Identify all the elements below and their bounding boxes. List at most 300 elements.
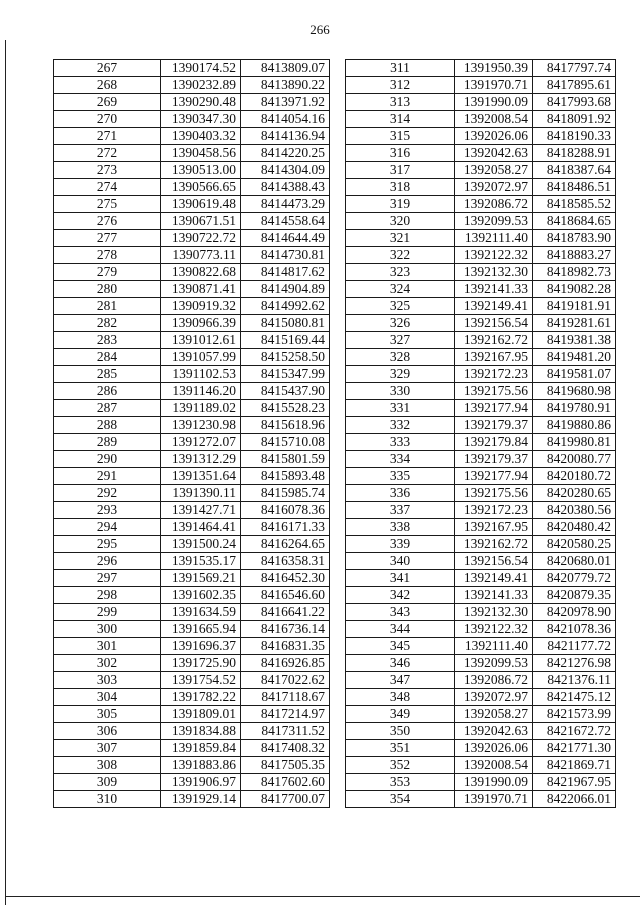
table-row xyxy=(54,298,330,315)
table-row xyxy=(346,451,616,468)
x-coordinate-cell: 1391230.98 xyxy=(161,417,241,434)
y-coordinate-cell: 8414730.81 xyxy=(241,247,330,264)
y-coordinate-cell: 8420580.25 xyxy=(533,536,616,553)
x-coordinate-cell: 1391102.53 xyxy=(161,366,241,383)
y-coordinate-cell: 8417797.74 xyxy=(533,60,616,77)
table-row xyxy=(54,740,330,757)
table-row xyxy=(54,128,330,145)
y-coordinate-cell: 8413890.22 xyxy=(241,77,330,94)
point-number-cell: 280 xyxy=(54,281,161,298)
x-coordinate-cell: 1392167.95 xyxy=(455,349,533,366)
point-number-cell: 282 xyxy=(54,315,161,332)
point-number-cell: 326 xyxy=(346,315,455,332)
x-coordinate-cell: 1391012.61 xyxy=(161,332,241,349)
x-coordinate-cell: 1392172.23 xyxy=(455,502,533,519)
x-coordinate-cell: 1391782.22 xyxy=(161,689,241,706)
page-number: 266 xyxy=(310,22,330,37)
x-coordinate-cell: 1392099.53 xyxy=(455,655,533,672)
x-coordinate-cell: 1391929.14 xyxy=(161,791,241,808)
table-row xyxy=(54,196,330,213)
coordinates-table-right xyxy=(345,59,616,808)
x-coordinate-cell: 1391634.59 xyxy=(161,604,241,621)
y-coordinate-cell: 8417895.61 xyxy=(533,77,616,94)
x-coordinate-cell: 1390773.11 xyxy=(161,247,241,264)
table-row xyxy=(346,791,616,808)
y-coordinate-cell: 8417022.62 xyxy=(241,672,330,689)
point-number-cell: 327 xyxy=(346,332,455,349)
point-number-cell: 331 xyxy=(346,400,455,417)
point-number-cell: 321 xyxy=(346,230,455,247)
table-row xyxy=(54,723,330,740)
table-row xyxy=(54,400,330,417)
table-row xyxy=(346,213,616,230)
y-coordinate-cell: 8415985.74 xyxy=(241,485,330,502)
x-coordinate-cell: 1390966.39 xyxy=(161,315,241,332)
x-coordinate-cell: 1392132.30 xyxy=(455,264,533,281)
y-coordinate-cell: 8421475.12 xyxy=(533,689,616,706)
point-number-cell: 311 xyxy=(346,60,455,77)
y-coordinate-cell: 8416264.65 xyxy=(241,536,330,553)
y-coordinate-cell: 8420879.35 xyxy=(533,587,616,604)
point-number-cell: 292 xyxy=(54,485,161,502)
point-number-cell: 288 xyxy=(54,417,161,434)
x-coordinate-cell: 1390871.41 xyxy=(161,281,241,298)
y-coordinate-cell: 8416358.31 xyxy=(241,553,330,570)
table-row xyxy=(54,502,330,519)
table-row xyxy=(346,366,616,383)
table-row xyxy=(54,366,330,383)
y-coordinate-cell: 8416171.33 xyxy=(241,519,330,536)
x-coordinate-cell: 1391990.09 xyxy=(455,774,533,791)
y-coordinate-cell: 8421672.72 xyxy=(533,723,616,740)
point-number-cell: 345 xyxy=(346,638,455,655)
point-number-cell: 308 xyxy=(54,757,161,774)
x-coordinate-cell: 1392175.56 xyxy=(455,485,533,502)
y-coordinate-cell: 8414817.62 xyxy=(241,264,330,281)
table-row xyxy=(346,230,616,247)
y-coordinate-cell: 8415893.48 xyxy=(241,468,330,485)
point-number-cell: 289 xyxy=(54,434,161,451)
x-coordinate-cell: 1390232.89 xyxy=(161,77,241,94)
point-number-cell: 300 xyxy=(54,621,161,638)
table-row xyxy=(346,315,616,332)
y-coordinate-cell: 8414992.62 xyxy=(241,298,330,315)
x-coordinate-cell: 1390458.56 xyxy=(161,145,241,162)
point-number-cell: 268 xyxy=(54,77,161,94)
y-coordinate-cell: 8419880.86 xyxy=(533,417,616,434)
x-coordinate-cell: 1392162.72 xyxy=(455,536,533,553)
x-coordinate-cell: 1392156.54 xyxy=(455,315,533,332)
point-number-cell: 274 xyxy=(54,179,161,196)
point-number-cell: 275 xyxy=(54,196,161,213)
x-coordinate-cell: 1392172.23 xyxy=(455,366,533,383)
y-coordinate-cell: 8421573.99 xyxy=(533,706,616,723)
table-row xyxy=(54,417,330,434)
x-coordinate-cell: 1390513.00 xyxy=(161,162,241,179)
y-coordinate-cell: 8416926.85 xyxy=(241,655,330,672)
y-coordinate-cell: 8418486.51 xyxy=(533,179,616,196)
x-coordinate-cell: 1392026.06 xyxy=(455,740,533,757)
point-number-cell: 352 xyxy=(346,757,455,774)
scan-bottom-border xyxy=(5,896,640,897)
coordinates-table-right-body xyxy=(346,60,616,808)
x-coordinate-cell: 1390347.30 xyxy=(161,111,241,128)
y-coordinate-cell: 8414304.09 xyxy=(241,162,330,179)
point-number-cell: 272 xyxy=(54,145,161,162)
x-coordinate-cell: 1391906.97 xyxy=(161,774,241,791)
table-row xyxy=(54,264,330,281)
table-row xyxy=(346,672,616,689)
y-coordinate-cell: 8418387.64 xyxy=(533,162,616,179)
point-number-cell: 270 xyxy=(54,111,161,128)
point-number-cell: 344 xyxy=(346,621,455,638)
table-row xyxy=(54,179,330,196)
point-number-cell: 354 xyxy=(346,791,455,808)
point-number-cell: 318 xyxy=(346,179,455,196)
point-number-cell: 350 xyxy=(346,723,455,740)
point-number-cell: 287 xyxy=(54,400,161,417)
table-row xyxy=(54,60,330,77)
point-number-cell: 276 xyxy=(54,213,161,230)
y-coordinate-cell: 8420280.65 xyxy=(533,485,616,502)
x-coordinate-cell: 1392141.33 xyxy=(455,281,533,298)
y-coordinate-cell: 8418288.91 xyxy=(533,145,616,162)
table-row xyxy=(54,672,330,689)
y-coordinate-cell: 8418883.27 xyxy=(533,247,616,264)
table-row xyxy=(54,77,330,94)
table-row xyxy=(54,655,330,672)
table-row xyxy=(346,264,616,281)
y-coordinate-cell: 8417993.68 xyxy=(533,94,616,111)
y-coordinate-cell: 8418684.65 xyxy=(533,213,616,230)
y-coordinate-cell: 8419680.98 xyxy=(533,383,616,400)
table-row xyxy=(54,383,330,400)
table-row xyxy=(54,247,330,264)
x-coordinate-cell: 1392179.84 xyxy=(455,434,533,451)
x-coordinate-cell: 1392149.41 xyxy=(455,570,533,587)
y-coordinate-cell: 8420779.72 xyxy=(533,570,616,587)
y-coordinate-cell: 8421177.72 xyxy=(533,638,616,655)
x-coordinate-cell: 1392122.32 xyxy=(455,621,533,638)
x-coordinate-cell: 1392167.95 xyxy=(455,519,533,536)
table-row xyxy=(54,791,330,808)
y-coordinate-cell: 8414558.64 xyxy=(241,213,330,230)
x-coordinate-cell: 1392149.41 xyxy=(455,298,533,315)
x-coordinate-cell: 1392058.27 xyxy=(455,706,533,723)
point-number-cell: 336 xyxy=(346,485,455,502)
point-number-cell: 348 xyxy=(346,689,455,706)
y-coordinate-cell: 8420380.56 xyxy=(533,502,616,519)
point-number-cell: 279 xyxy=(54,264,161,281)
table-row xyxy=(346,383,616,400)
table-row xyxy=(54,621,330,638)
x-coordinate-cell: 1392177.94 xyxy=(455,400,533,417)
x-coordinate-cell: 1390822.68 xyxy=(161,264,241,281)
y-coordinate-cell: 8417214.97 xyxy=(241,706,330,723)
point-number-cell: 317 xyxy=(346,162,455,179)
y-coordinate-cell: 8421078.36 xyxy=(533,621,616,638)
point-number-cell: 316 xyxy=(346,145,455,162)
coordinates-table-left xyxy=(53,59,330,808)
table-row xyxy=(346,536,616,553)
x-coordinate-cell: 1392156.54 xyxy=(455,553,533,570)
table-row xyxy=(54,519,330,536)
point-number-cell: 329 xyxy=(346,366,455,383)
point-number-cell: 342 xyxy=(346,587,455,604)
y-coordinate-cell: 8417700.07 xyxy=(241,791,330,808)
y-coordinate-cell: 8416078.36 xyxy=(241,502,330,519)
y-coordinate-cell: 8418982.73 xyxy=(533,264,616,281)
table-row xyxy=(54,604,330,621)
y-coordinate-cell: 8414644.49 xyxy=(241,230,330,247)
y-coordinate-cell: 8415528.23 xyxy=(241,400,330,417)
point-number-cell: 303 xyxy=(54,672,161,689)
table-row xyxy=(54,230,330,247)
x-coordinate-cell: 1391859.84 xyxy=(161,740,241,757)
x-coordinate-cell: 1392099.53 xyxy=(455,213,533,230)
point-number-cell: 273 xyxy=(54,162,161,179)
y-coordinate-cell: 8416546.60 xyxy=(241,587,330,604)
x-coordinate-cell: 1392008.54 xyxy=(455,111,533,128)
x-coordinate-cell: 1392042.63 xyxy=(455,723,533,740)
x-coordinate-cell: 1392111.40 xyxy=(455,230,533,247)
y-coordinate-cell: 8421376.11 xyxy=(533,672,616,689)
x-coordinate-cell: 1392141.33 xyxy=(455,587,533,604)
table-row xyxy=(346,332,616,349)
x-coordinate-cell: 1392072.97 xyxy=(455,689,533,706)
point-number-cell: 322 xyxy=(346,247,455,264)
point-number-cell: 297 xyxy=(54,570,161,587)
y-coordinate-cell: 8420180.72 xyxy=(533,468,616,485)
y-coordinate-cell: 8417118.67 xyxy=(241,689,330,706)
table-row xyxy=(54,774,330,791)
x-coordinate-cell: 1391883.86 xyxy=(161,757,241,774)
y-coordinate-cell: 8415258.50 xyxy=(241,349,330,366)
x-coordinate-cell: 1392058.27 xyxy=(455,162,533,179)
point-number-cell: 351 xyxy=(346,740,455,757)
y-coordinate-cell: 8418091.92 xyxy=(533,111,616,128)
point-number-cell: 299 xyxy=(54,604,161,621)
point-number-cell: 325 xyxy=(346,298,455,315)
table-row xyxy=(54,485,330,502)
x-coordinate-cell: 1391464.41 xyxy=(161,519,241,536)
x-coordinate-cell: 1392132.30 xyxy=(455,604,533,621)
y-coordinate-cell: 8419780.91 xyxy=(533,400,616,417)
table-row xyxy=(54,434,330,451)
y-coordinate-cell: 8420080.77 xyxy=(533,451,616,468)
point-number-cell: 312 xyxy=(346,77,455,94)
point-number-cell: 296 xyxy=(54,553,161,570)
y-coordinate-cell: 8413971.92 xyxy=(241,94,330,111)
y-coordinate-cell: 8413809.07 xyxy=(241,60,330,77)
table-row xyxy=(54,587,330,604)
x-coordinate-cell: 1391834.88 xyxy=(161,723,241,740)
table-row xyxy=(346,638,616,655)
point-number-cell: 277 xyxy=(54,230,161,247)
point-number-cell: 341 xyxy=(346,570,455,587)
x-coordinate-cell: 1391950.39 xyxy=(455,60,533,77)
x-coordinate-cell: 1392042.63 xyxy=(455,145,533,162)
table-row xyxy=(346,196,616,213)
y-coordinate-cell: 8418585.52 xyxy=(533,196,616,213)
x-coordinate-cell: 1391500.24 xyxy=(161,536,241,553)
y-coordinate-cell: 8419381.38 xyxy=(533,332,616,349)
point-number-cell: 295 xyxy=(54,536,161,553)
point-number-cell: 286 xyxy=(54,383,161,400)
table-row xyxy=(346,128,616,145)
table-row xyxy=(54,145,330,162)
point-number-cell: 310 xyxy=(54,791,161,808)
table-row xyxy=(346,774,616,791)
x-coordinate-cell: 1391057.99 xyxy=(161,349,241,366)
x-coordinate-cell: 1392177.94 xyxy=(455,468,533,485)
point-number-cell: 340 xyxy=(346,553,455,570)
table-row xyxy=(54,349,330,366)
table-row xyxy=(54,570,330,587)
point-number-cell: 343 xyxy=(346,604,455,621)
x-coordinate-cell: 1391312.29 xyxy=(161,451,241,468)
point-number-cell: 306 xyxy=(54,723,161,740)
x-coordinate-cell: 1391665.94 xyxy=(161,621,241,638)
y-coordinate-cell: 8414388.43 xyxy=(241,179,330,196)
point-number-cell: 301 xyxy=(54,638,161,655)
table-row xyxy=(346,570,616,587)
table-row xyxy=(54,111,330,128)
x-coordinate-cell: 1390403.32 xyxy=(161,128,241,145)
table-row xyxy=(54,94,330,111)
table-row xyxy=(54,536,330,553)
table-row xyxy=(346,247,616,264)
point-number-cell: 346 xyxy=(346,655,455,672)
x-coordinate-cell: 1390722.72 xyxy=(161,230,241,247)
y-coordinate-cell: 8419181.91 xyxy=(533,298,616,315)
table-row xyxy=(54,213,330,230)
table-row xyxy=(54,553,330,570)
y-coordinate-cell: 8415710.08 xyxy=(241,434,330,451)
y-coordinate-cell: 8416831.35 xyxy=(241,638,330,655)
table-row xyxy=(346,519,616,536)
y-coordinate-cell: 8414136.94 xyxy=(241,128,330,145)
table-row xyxy=(54,638,330,655)
x-coordinate-cell: 1390174.52 xyxy=(161,60,241,77)
table-row xyxy=(346,587,616,604)
coordinates-table-left-body xyxy=(54,60,330,808)
x-coordinate-cell: 1392162.72 xyxy=(455,332,533,349)
table-row xyxy=(346,485,616,502)
table-row xyxy=(346,298,616,315)
table-row xyxy=(346,689,616,706)
x-coordinate-cell: 1392008.54 xyxy=(455,757,533,774)
x-coordinate-cell: 1390566.65 xyxy=(161,179,241,196)
y-coordinate-cell: 8421276.98 xyxy=(533,655,616,672)
x-coordinate-cell: 1390671.51 xyxy=(161,213,241,230)
table-row xyxy=(346,706,616,723)
table-row xyxy=(346,111,616,128)
table-row xyxy=(346,553,616,570)
y-coordinate-cell: 8421771.30 xyxy=(533,740,616,757)
point-number-cell: 307 xyxy=(54,740,161,757)
point-number-cell: 335 xyxy=(346,468,455,485)
y-coordinate-cell: 8415618.96 xyxy=(241,417,330,434)
table-row xyxy=(346,604,616,621)
point-number-cell: 285 xyxy=(54,366,161,383)
y-coordinate-cell: 8416736.14 xyxy=(241,621,330,638)
table-row xyxy=(54,162,330,179)
point-number-cell: 305 xyxy=(54,706,161,723)
table-row xyxy=(346,77,616,94)
point-number-cell: 349 xyxy=(346,706,455,723)
y-coordinate-cell: 8421967.95 xyxy=(533,774,616,791)
y-coordinate-cell: 8415080.81 xyxy=(241,315,330,332)
y-coordinate-cell: 8418783.90 xyxy=(533,230,616,247)
table-row xyxy=(346,60,616,77)
y-coordinate-cell: 8420680.01 xyxy=(533,553,616,570)
table-row xyxy=(346,281,616,298)
y-coordinate-cell: 8414473.29 xyxy=(241,196,330,213)
point-number-cell: 319 xyxy=(346,196,455,213)
x-coordinate-cell: 1392026.06 xyxy=(455,128,533,145)
point-number-cell: 302 xyxy=(54,655,161,672)
point-number-cell: 293 xyxy=(54,502,161,519)
table-row xyxy=(346,723,616,740)
table-row xyxy=(346,94,616,111)
table-row xyxy=(346,162,616,179)
table-row xyxy=(54,332,330,349)
y-coordinate-cell: 8420978.90 xyxy=(533,604,616,621)
x-coordinate-cell: 1392179.37 xyxy=(455,417,533,434)
x-coordinate-cell: 1392111.40 xyxy=(455,638,533,655)
x-coordinate-cell: 1391569.21 xyxy=(161,570,241,587)
table-row xyxy=(346,740,616,757)
y-coordinate-cell: 8415437.90 xyxy=(241,383,330,400)
y-coordinate-cell: 8414220.25 xyxy=(241,145,330,162)
scan-left-border xyxy=(5,40,6,905)
y-coordinate-cell: 8419082.28 xyxy=(533,281,616,298)
y-coordinate-cell: 8418190.33 xyxy=(533,128,616,145)
x-coordinate-cell: 1391809.01 xyxy=(161,706,241,723)
x-coordinate-cell: 1392179.37 xyxy=(455,451,533,468)
table-row xyxy=(346,502,616,519)
point-number-cell: 330 xyxy=(346,383,455,400)
x-coordinate-cell: 1391696.37 xyxy=(161,638,241,655)
point-number-cell: 347 xyxy=(346,672,455,689)
x-coordinate-cell: 1392122.32 xyxy=(455,247,533,264)
y-coordinate-cell: 8417408.32 xyxy=(241,740,330,757)
table-row xyxy=(346,621,616,638)
point-number-cell: 291 xyxy=(54,468,161,485)
x-coordinate-cell: 1391390.11 xyxy=(161,485,241,502)
table-row xyxy=(346,757,616,774)
point-number-cell: 309 xyxy=(54,774,161,791)
point-number-cell: 269 xyxy=(54,94,161,111)
x-coordinate-cell: 1392086.72 xyxy=(455,672,533,689)
point-number-cell: 315 xyxy=(346,128,455,145)
y-coordinate-cell: 8414054.16 xyxy=(241,111,330,128)
y-coordinate-cell: 8416641.22 xyxy=(241,604,330,621)
point-number-cell: 323 xyxy=(346,264,455,281)
y-coordinate-cell: 8417505.35 xyxy=(241,757,330,774)
y-coordinate-cell: 8417602.60 xyxy=(241,774,330,791)
y-coordinate-cell: 8419281.61 xyxy=(533,315,616,332)
point-number-cell: 339 xyxy=(346,536,455,553)
y-coordinate-cell: 8414904.89 xyxy=(241,281,330,298)
x-coordinate-cell: 1392086.72 xyxy=(455,196,533,213)
point-number-cell: 333 xyxy=(346,434,455,451)
point-number-cell: 320 xyxy=(346,213,455,230)
point-number-cell: 314 xyxy=(346,111,455,128)
x-coordinate-cell: 1391970.71 xyxy=(455,77,533,94)
x-coordinate-cell: 1391146.20 xyxy=(161,383,241,400)
